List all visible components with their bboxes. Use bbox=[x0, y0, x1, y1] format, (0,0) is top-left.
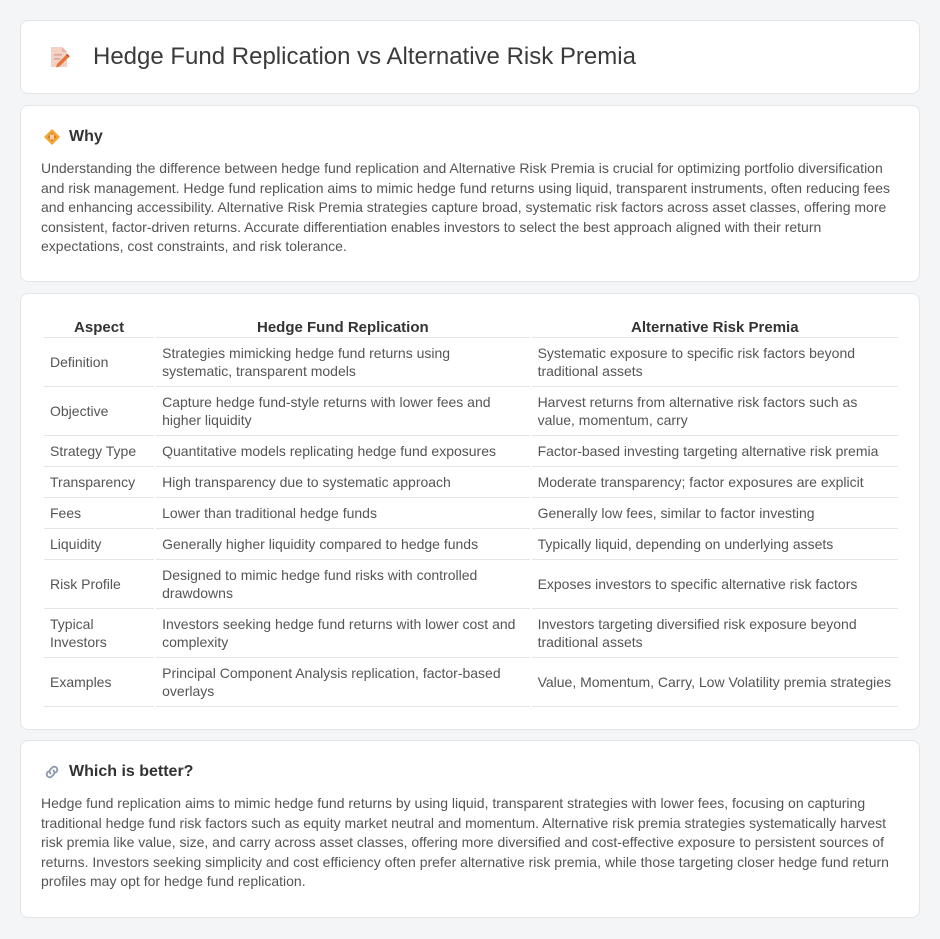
why-section bbox=[20, 105, 920, 282]
row-aspect: Fees bbox=[44, 498, 154, 529]
row-alternative-risk-premia: Moderate transparency; factor exposures are explicit bbox=[532, 467, 898, 498]
header-alternative-risk-premia: Alternative Risk Premia bbox=[532, 316, 898, 338]
table-row bbox=[44, 338, 898, 387]
row-aspect: Typical Investors bbox=[44, 609, 154, 658]
diamond-signal-icon bbox=[43, 128, 61, 146]
row-hedge-fund-replication: Lower than traditional hedge funds bbox=[156, 498, 529, 529]
row-hedge-fund-replication: High transparency due to systematic approach bbox=[156, 467, 529, 498]
which-is-better-body: Hedge fund replication aims to mimic hedge fund returns by using liquid, transparent strategies with lower fees, focusing on capturing traditional hedge fund risk factors such as equity market neutral and momentum. Alternative risk premia strategies systematically harvest risk premia like value, size, and carry across asset classes, offering more diversified and cost-effective exposure to persistent sources of returns. Investors seeking simplicity and cost efficiency often prefer alternative risk premia, while those targeting closer hedge fund return profiles may opt for hedge fund replication. bbox=[41, 795, 889, 890]
why-body: Understanding the difference between hedge fund replication and Alternative Risk Premia is crucial for optimizing portfolio diversification and risk management. Hedge fund replication aims to mimic hedge fund returns using liquid, transparent instruments, often reducing fees and enhancing accessibility. Alternative Risk Premia strategies capture broad, systematic risk factors across asset classes, offering more consistent, factor-driven returns. Accurate differentiation enables investors to select the best approach aligned with their return expectations, cost constraints, and risk tolerance. bbox=[41, 160, 891, 255]
row-aspect: Liquidity bbox=[44, 529, 154, 560]
table-row bbox=[44, 467, 898, 498]
row-hedge-fund-replication: Designed to mimic hedge fund risks with controlled drawdowns bbox=[156, 560, 529, 609]
row-hedge-fund-replication: Quantitative models replicating hedge fund exposures bbox=[156, 436, 529, 467]
row-aspect: Transparency bbox=[44, 467, 154, 498]
row-alternative-risk-premia: Value, Momentum, Carry, Low Volatility premia strategies bbox=[532, 658, 898, 707]
table-row bbox=[44, 560, 898, 609]
document-pencil-icon bbox=[47, 45, 71, 69]
row-hedge-fund-replication: Capture hedge fund-style returns with lower fees and higher liquidity bbox=[156, 387, 529, 436]
row-aspect: Objective bbox=[44, 387, 154, 436]
row-alternative-risk-premia: Harvest returns from alternative risk factors such as value, momentum, carry bbox=[532, 387, 898, 436]
table-row bbox=[44, 436, 898, 467]
page-title: Hedge Fund Replication vs Alternative Risk Premia bbox=[93, 43, 636, 70]
header-aspect: Aspect bbox=[44, 316, 154, 338]
row-hedge-fund-replication: Generally higher liquidity compared to hedge funds bbox=[156, 529, 529, 560]
row-alternative-risk-premia: Systematic exposure to specific risk factors beyond traditional assets bbox=[532, 338, 898, 387]
comparison-table bbox=[42, 316, 900, 707]
comparison-card bbox=[20, 293, 920, 730]
header-hedge-fund-replication: Hedge Fund Replication bbox=[156, 316, 529, 338]
row-aspect: Definition bbox=[44, 338, 154, 387]
row-alternative-risk-premia: Investors targeting diversified risk exposure beyond traditional assets bbox=[532, 609, 898, 658]
row-alternative-risk-premia: Factor-based investing targeting alternative risk premia bbox=[532, 436, 898, 467]
table-header-row bbox=[44, 316, 898, 338]
table-row bbox=[44, 498, 898, 529]
table-row bbox=[44, 387, 898, 436]
row-alternative-risk-premia: Exposes investors to specific alternative risk factors bbox=[532, 560, 898, 609]
row-aspect: Examples bbox=[44, 658, 154, 707]
row-hedge-fund-replication: Principal Component Analysis replication, factor-based overlays bbox=[156, 658, 529, 707]
row-alternative-risk-premia: Generally low fees, similar to factor investing bbox=[532, 498, 898, 529]
table-row bbox=[44, 609, 898, 658]
table-row bbox=[44, 658, 898, 707]
row-hedge-fund-replication: Strategies mimicking hedge fund returns using systematic, transparent models bbox=[156, 338, 529, 387]
which-is-better-section bbox=[20, 740, 920, 918]
which-is-better-title: Which is better? bbox=[69, 763, 194, 780]
why-title: Why bbox=[69, 128, 103, 145]
row-hedge-fund-replication: Investors seeking hedge fund returns with lower cost and complexity bbox=[156, 609, 529, 658]
row-alternative-risk-premia: Typically liquid, depending on underlying assets bbox=[532, 529, 898, 560]
row-aspect: Risk Profile bbox=[44, 560, 154, 609]
header-card bbox=[20, 20, 920, 94]
table-row bbox=[44, 529, 898, 560]
row-aspect: Strategy Type bbox=[44, 436, 154, 467]
link-icon bbox=[43, 763, 61, 781]
